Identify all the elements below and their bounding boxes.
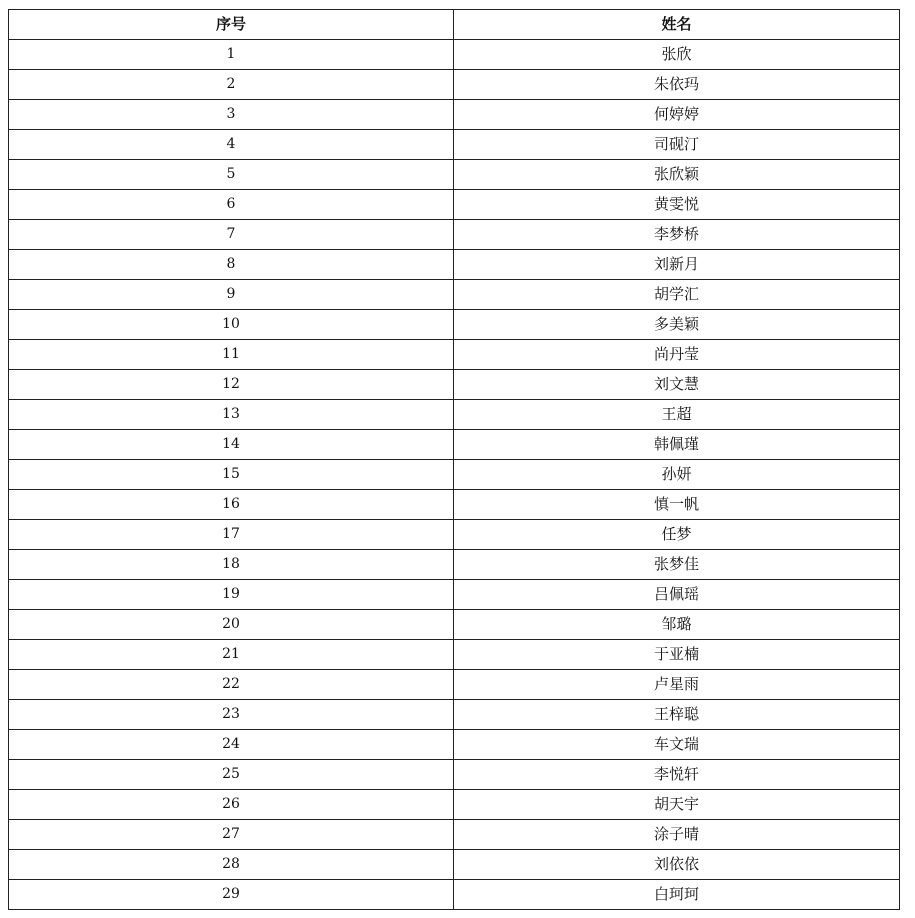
serial-number-cell: 14 xyxy=(9,430,454,460)
table-row xyxy=(9,220,900,250)
table-row xyxy=(9,250,900,280)
serial-number-cell: 2 xyxy=(9,70,454,100)
name-cell: 刘依依 xyxy=(454,850,900,880)
name-cell: 涂子晴 xyxy=(454,820,900,850)
name-cell: 刘文慧 xyxy=(454,370,900,400)
name-cell: 王超 xyxy=(454,400,900,430)
serial-number-cell: 3 xyxy=(9,100,454,130)
name-cell: 任梦 xyxy=(454,520,900,550)
serial-number-cell: 13 xyxy=(9,400,454,430)
serial-number-cell: 19 xyxy=(9,580,454,610)
table-row xyxy=(9,640,900,670)
name-cell: 张梦佳 xyxy=(454,550,900,580)
serial-number-cell: 5 xyxy=(9,160,454,190)
name-cell: 白珂珂 xyxy=(454,880,900,910)
table-row xyxy=(9,610,900,640)
name-cell: 孙妍 xyxy=(454,460,900,490)
name-list-table xyxy=(8,9,900,910)
name-cell: 王梓聪 xyxy=(454,700,900,730)
name-cell: 胡学汇 xyxy=(454,280,900,310)
table-row xyxy=(9,130,900,160)
name-cell: 朱依玛 xyxy=(454,70,900,100)
serial-number-cell: 18 xyxy=(9,550,454,580)
table-body xyxy=(9,40,900,910)
table-row xyxy=(9,700,900,730)
table-row xyxy=(9,430,900,460)
table-row xyxy=(9,160,900,190)
table-row xyxy=(9,70,900,100)
serial-number-cell: 29 xyxy=(9,880,454,910)
table-row xyxy=(9,820,900,850)
table-row xyxy=(9,40,900,70)
name-cell: 韩佩瑾 xyxy=(454,430,900,460)
serial-number-cell: 16 xyxy=(9,490,454,520)
serial-number-cell: 20 xyxy=(9,610,454,640)
name-cell: 司砚汀 xyxy=(454,130,900,160)
name-cell: 邹璐 xyxy=(454,610,900,640)
serial-number-cell: 23 xyxy=(9,700,454,730)
table-row xyxy=(9,730,900,760)
table-row xyxy=(9,880,900,910)
serial-number-cell: 1 xyxy=(9,40,454,70)
name-list-table-container xyxy=(8,9,899,910)
serial-number-cell: 4 xyxy=(9,130,454,160)
serial-number-cell: 28 xyxy=(9,850,454,880)
name-cell: 慎一帆 xyxy=(454,490,900,520)
table-row xyxy=(9,280,900,310)
serial-number-cell: 24 xyxy=(9,730,454,760)
header-serial-number: 序号 xyxy=(9,10,454,40)
table-row xyxy=(9,340,900,370)
serial-number-cell: 6 xyxy=(9,190,454,220)
table-row xyxy=(9,520,900,550)
table-row xyxy=(9,850,900,880)
serial-number-cell: 8 xyxy=(9,250,454,280)
table-row xyxy=(9,670,900,700)
serial-number-cell: 15 xyxy=(9,460,454,490)
table-row xyxy=(9,190,900,220)
serial-number-cell: 11 xyxy=(9,340,454,370)
name-cell: 多美颖 xyxy=(454,310,900,340)
name-cell: 吕佩瑶 xyxy=(454,580,900,610)
table-row xyxy=(9,790,900,820)
serial-number-cell: 26 xyxy=(9,790,454,820)
serial-number-cell: 7 xyxy=(9,220,454,250)
serial-number-cell: 22 xyxy=(9,670,454,700)
table-header xyxy=(9,10,900,40)
name-cell: 张欣 xyxy=(454,40,900,70)
name-cell: 卢星雨 xyxy=(454,670,900,700)
serial-number-cell: 12 xyxy=(9,370,454,400)
name-cell: 胡天宇 xyxy=(454,790,900,820)
serial-number-cell: 25 xyxy=(9,760,454,790)
table-row xyxy=(9,550,900,580)
table-row xyxy=(9,100,900,130)
serial-number-cell: 17 xyxy=(9,520,454,550)
name-cell: 张欣颖 xyxy=(454,160,900,190)
table-row xyxy=(9,460,900,490)
table-row xyxy=(9,490,900,520)
header-row xyxy=(9,10,900,40)
name-cell: 尚丹莹 xyxy=(454,340,900,370)
name-cell: 车文瑞 xyxy=(454,730,900,760)
serial-number-cell: 27 xyxy=(9,820,454,850)
table-row xyxy=(9,370,900,400)
name-cell: 李梦桥 xyxy=(454,220,900,250)
serial-number-cell: 21 xyxy=(9,640,454,670)
table-row xyxy=(9,310,900,340)
name-cell: 李悦轩 xyxy=(454,760,900,790)
name-cell: 刘新月 xyxy=(454,250,900,280)
table-row xyxy=(9,400,900,430)
name-cell: 于亚楠 xyxy=(454,640,900,670)
serial-number-cell: 9 xyxy=(9,280,454,310)
serial-number-cell: 10 xyxy=(9,310,454,340)
header-name: 姓名 xyxy=(454,10,900,40)
table-row xyxy=(9,580,900,610)
name-cell: 何婷婷 xyxy=(454,100,900,130)
table-row xyxy=(9,760,900,790)
name-cell: 黄雯悦 xyxy=(454,190,900,220)
